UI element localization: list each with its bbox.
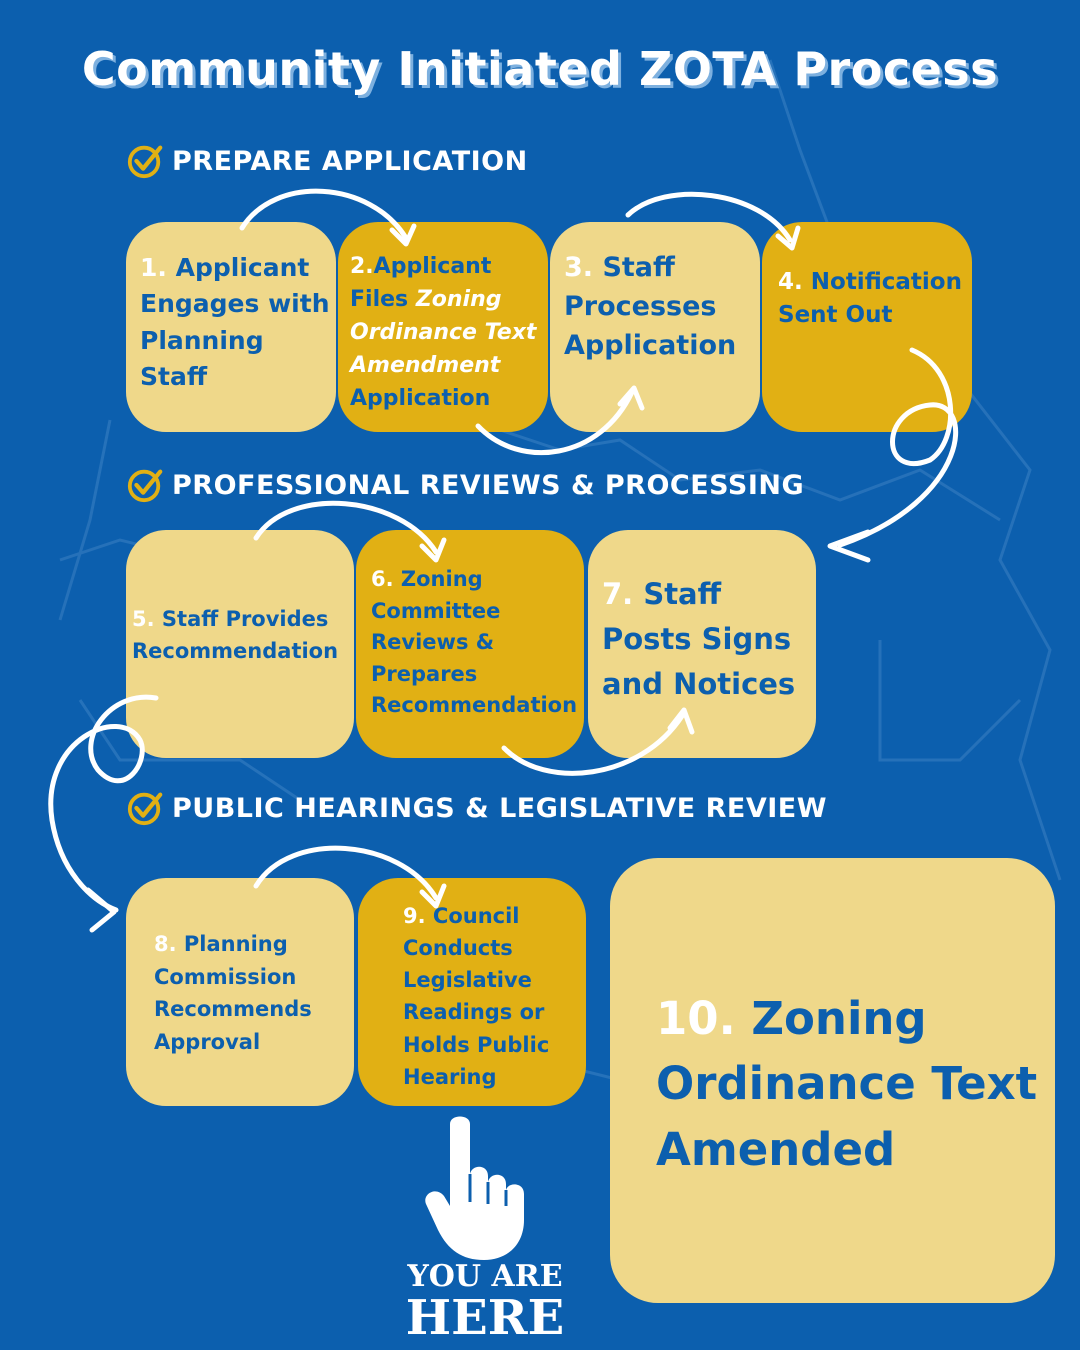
step-number: 2.: [350, 254, 374, 279]
step-text-pre: Applicant Files: [350, 254, 492, 312]
section-prepare-application: [126, 142, 528, 180]
section-public-hearings: [126, 789, 827, 827]
check-circle-icon: [126, 466, 164, 504]
step-9-box: [358, 878, 586, 1106]
pointing-hand-icon: [424, 1112, 534, 1262]
step-text-post: Application: [350, 386, 491, 411]
section-professional-reviews: [126, 466, 804, 504]
step-text: Notification Sent Out: [778, 269, 962, 329]
step-8-box: [126, 878, 354, 1106]
you-are-here-line1: YOU ARE: [407, 1259, 563, 1294]
step-5-box: [126, 530, 354, 758]
step-number: 10.: [656, 992, 736, 1045]
step-number: 9.: [403, 904, 426, 928]
step-number: 5.: [132, 607, 155, 631]
section-label: PUBLIC HEARINGS & LEGISLATIVE REVIEW: [172, 792, 827, 824]
you-are-here-label: [380, 1259, 590, 1346]
step-3-box: [550, 222, 760, 432]
step-number: 6.: [371, 567, 394, 591]
step-number: 1.: [140, 253, 167, 282]
step-10-box: [610, 858, 1055, 1303]
step-number: 3.: [564, 252, 594, 283]
step-text: Zoning Committee Reviews & Prepares Recommendation: [371, 567, 578, 717]
step-text-italic: Zoning Ordinance Text Amendment: [350, 287, 537, 378]
step-number: 4.: [778, 269, 803, 295]
check-circle-icon: [126, 142, 164, 180]
step-text: Staff Provides Recommendation: [132, 607, 339, 663]
page-title: Community Initiated ZOTA Process: [81, 42, 999, 96]
step-6-box: [356, 530, 584, 758]
step-4-box: [762, 222, 972, 432]
step-number: 7.: [602, 577, 634, 611]
step-text: Applicant Engages with Planning Staff: [140, 253, 330, 391]
step-text: Staff Processes Application: [564, 252, 737, 362]
step-text: Zoning Ordinance Text Amended: [656, 992, 1038, 1176]
section-label: PROFESSIONAL REVIEWS & PROCESSING: [172, 469, 805, 501]
section-label: PREPARE APPLICATION: [172, 145, 528, 177]
step-2-box: [338, 222, 548, 432]
step-text: Planning Commission Recommends Approval: [154, 932, 312, 1054]
step-number: 8.: [154, 932, 177, 956]
you-are-here-line2: HERE: [405, 1290, 565, 1346]
step-text: Staff Posts Signs and Notices: [602, 577, 796, 701]
step-text: Council Conducts Legislative Readings or Holds Public Hearing: [403, 904, 550, 1089]
step-1-box: [126, 222, 336, 432]
check-circle-icon: [126, 789, 164, 827]
step-7-box: [588, 530, 816, 758]
